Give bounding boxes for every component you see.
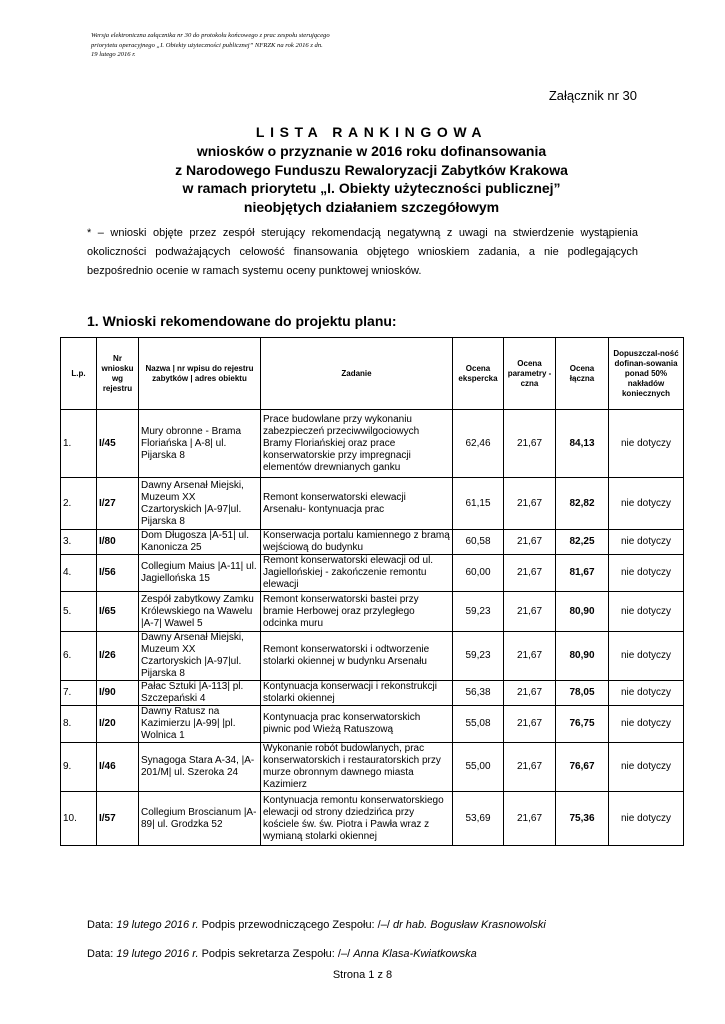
- cell-lp: 6.: [61, 632, 97, 681]
- cell-param-score: 21,67: [504, 530, 556, 555]
- cell-lp: 1.: [61, 410, 97, 478]
- cell-object-name: Dawny Arsenał Miejski, Muzeum XX Czartoryskich |A-97|ul. Pijarska 8: [139, 478, 261, 530]
- cell-task: Kontynuacja prac konserwatorskich piwnic pod Wieżą Ratuszową: [261, 706, 453, 743]
- table-row: [61, 530, 684, 555]
- cell-admissibility: nie dotyczy: [609, 632, 684, 681]
- cell-expert-score: 53,69: [453, 792, 504, 846]
- header-nr: Nr wniosku wg rejestru: [97, 338, 139, 410]
- cell-application-nr: I/80: [97, 530, 139, 555]
- cell-total-score: 84,13: [556, 410, 609, 478]
- cell-total-score: 76,75: [556, 706, 609, 743]
- cell-total-score: 82,25: [556, 530, 609, 555]
- table-row: [61, 706, 684, 743]
- chair-date: 19 lutego 2016 r.: [116, 919, 199, 931]
- cell-object-name: Dawny Ratusz na Kazimierzu |A-99| |pl. Wolnica 1: [139, 706, 261, 743]
- page-number: Strona 1 z 8: [332, 969, 393, 981]
- cell-expert-score: 60,00: [453, 555, 504, 592]
- table-row: [61, 792, 684, 846]
- cell-total-score: 78,05: [556, 681, 609, 706]
- cell-task: Wykonanie robót budowlanych, prac konserwatorskich i restauratorskich przy murze obronnym dawnego miasta Kazimierz: [261, 743, 453, 792]
- cell-total-score: 76,67: [556, 743, 609, 792]
- title-line-1: wniosków o przyznanie w 2016 roku dofinansowania: [196, 143, 547, 159]
- cell-admissibility: nie dotyczy: [609, 530, 684, 555]
- header-note: Wersja elektroniczna załącznika nr 30 do protokołu końcowego z prac zespołu sterującego priorytetu operacyjnego „I. Obiekty użyteczności publicznej” NFRZK na rok 2016 z dn. 19 lutego 2016 r.: [91, 32, 330, 58]
- table-row: [61, 478, 684, 530]
- cell-task: Remont konserwatorski bastei przy bramie Herbowej oraz przyległego odcinka muru: [261, 592, 453, 632]
- cell-total-score: 81,67: [556, 555, 609, 592]
- header-expert-score: Ocena ekspercka: [453, 338, 504, 410]
- title-line-2: z Narodowego Funduszu Rewaloryzacji Zabytków Krakowa: [175, 161, 568, 178]
- cell-object-name: Dom Długosza |A-51| ul. Kanonicza 25: [139, 530, 261, 555]
- cell-total-score: 75,36: [556, 792, 609, 846]
- cell-application-nr: I/26: [97, 632, 139, 681]
- cell-application-nr: I/27: [97, 478, 139, 530]
- chair-date-prefix: Data:: [87, 919, 117, 931]
- cell-expert-score: 56,38: [453, 681, 504, 706]
- cell-task: Prace budowlane przy wykonaniu zabezpieczeń przeciwwilgociowych Bramy Floriańskiej oraz prace konserwatorskie przy impregnacji elementów drewnianych ganku: [261, 410, 453, 478]
- cell-admissibility: nie dotyczy: [609, 706, 684, 743]
- cell-task: Kontynuacja konserwacji i rekonstrukcji stolarki okiennej: [261, 681, 453, 706]
- cell-param-score: 21,67: [504, 632, 556, 681]
- table-header-row: [61, 338, 684, 410]
- cell-object-name: Synagoga Stara A-34, |A-201/M| ul. Szeroka 24: [139, 743, 261, 792]
- header-name: Nazwa | nr wpisu do rejestru zabytków | adres obiektu: [139, 338, 261, 410]
- secretary-date: 19 lutego 2016 r.: [116, 948, 199, 960]
- cell-object-name: Collegium Maius |A-11| ul. Jagiellońska 15: [139, 555, 261, 592]
- header-admissibility: Dopuszczal-ność dofinan-sowania ponad 50% nakładów koniecznych: [609, 338, 684, 410]
- table-row: [61, 632, 684, 681]
- cell-total-score: 80,90: [556, 632, 609, 681]
- table-row: [61, 555, 684, 592]
- cell-admissibility: nie dotyczy: [609, 592, 684, 632]
- cell-param-score: 21,67: [504, 681, 556, 706]
- cell-expert-score: 60,58: [453, 530, 504, 555]
- secretary-signature-text: Podpis sekretarza Zespołu: /–/: [198, 948, 354, 960]
- footnote-explanation: * – wnioski objęte przez zespół sterujący rekomendacją negatywną z uwagi na stwierdzenie wystąpienia okoliczności podważających celowość finansowania objętego wnioskiem zadania, a nie podlegających bezpośrednio ocenie w ramach systemu oceny punktowej wniosków.: [87, 227, 638, 277]
- cell-expert-score: 55,00: [453, 743, 504, 792]
- attachment-label: Załącznik nr 30: [548, 88, 637, 103]
- secretary-signature-line: [87, 948, 477, 960]
- cell-admissibility: nie dotyczy: [609, 555, 684, 592]
- cell-application-nr: I/20: [97, 706, 139, 743]
- cell-admissibility: nie dotyczy: [609, 478, 684, 530]
- table-body: [61, 410, 684, 846]
- cell-task: Remont konserwatorski elewacji od ul. Jagiellońskiej - zakończenie remontu elewacji: [261, 555, 453, 592]
- cell-lp: 10.: [61, 792, 97, 846]
- chair-name: dr hab. Bogusław Krasnowolski: [392, 919, 546, 931]
- header-total-score: Ocena łączna: [556, 338, 609, 410]
- cell-application-nr: I/56: [97, 555, 139, 592]
- header-param-score: Ocena parametry -czna: [504, 338, 556, 410]
- cell-expert-score: 62,46: [453, 410, 504, 478]
- header-lp: L.p.: [61, 338, 97, 410]
- cell-lp: 3.: [61, 530, 97, 555]
- cell-task: Konserwacja portalu kamiennego z bramą wejściową do budynku: [261, 530, 453, 555]
- cell-param-score: 21,67: [504, 410, 556, 478]
- title-line-4: nieobjętych działaniem szczegółowym: [243, 198, 500, 215]
- cell-admissibility: nie dotyczy: [609, 743, 684, 792]
- cell-object-name: Zespół zabytkowy Zamku Królewskiego na Wawelu |A-7| Wawel 5: [139, 592, 261, 632]
- cell-total-score: 80,90: [556, 592, 609, 632]
- cell-param-score: 21,67: [504, 706, 556, 743]
- cell-param-score: 21,67: [504, 592, 556, 632]
- cell-lp: 4.: [61, 555, 97, 592]
- cell-lp: 9.: [61, 743, 97, 792]
- document-title: LISTA RANKINGOWA: [255, 124, 488, 140]
- cell-param-score: 21,67: [504, 555, 556, 592]
- table-row: [61, 743, 684, 792]
- cell-application-nr: I/45: [97, 410, 139, 478]
- cell-admissibility: nie dotyczy: [609, 792, 684, 846]
- header-task: Zadanie: [261, 338, 453, 410]
- cell-application-nr: I/90: [97, 681, 139, 706]
- cell-param-score: 21,67: [504, 792, 556, 846]
- cell-lp: 7.: [61, 681, 97, 706]
- cell-expert-score: 59,23: [453, 632, 504, 681]
- cell-expert-score: 55,08: [453, 706, 504, 743]
- cell-application-nr: I/46: [97, 743, 139, 792]
- cell-expert-score: 59,23: [453, 592, 504, 632]
- cell-param-score: 21,67: [504, 478, 556, 530]
- cell-object-name: Collegium Broscianum |A-89| ul. Grodzka 52: [139, 792, 261, 846]
- section-title: 1. Wnioski rekomendowane do projektu planu:: [87, 313, 397, 329]
- cell-application-nr: I/65: [97, 592, 139, 632]
- chair-signature-line: [87, 919, 546, 931]
- title-block: [60, 122, 683, 216]
- cell-object-name: Pałac Sztuki |A-113| pl. Szczepański 4: [139, 681, 261, 706]
- cell-task: Remont konserwatorski i odtworzenie stolarki okiennej w budynku Arsenału: [261, 632, 453, 681]
- cell-admissibility: nie dotyczy: [609, 410, 684, 478]
- table-row: [61, 592, 684, 632]
- title-line-3: w ramach priorytetu „I. Obiekty użyteczności publicznej”: [182, 180, 561, 196]
- cell-lp: 2.: [61, 478, 97, 530]
- cell-admissibility: nie dotyczy: [609, 681, 684, 706]
- cell-task: Kontynuacja remontu konserwatorskiego elewacji od strony dziedzińca przy kościele św. św. Piotra i Pawła wraz z wymianą stolarki okiennej: [261, 792, 453, 846]
- cell-param-score: 21,67: [504, 743, 556, 792]
- cell-lp: 5.: [61, 592, 97, 632]
- cell-object-name: Mury obronne - Brama Floriańska | A-8| ul. Pijarska 8: [139, 410, 261, 478]
- cell-lp: 8.: [61, 706, 97, 743]
- table-row: [61, 681, 684, 706]
- secretary-name: Anna Klasa-Kwiatkowska: [353, 948, 477, 960]
- ranking-table: [60, 337, 684, 846]
- cell-expert-score: 61,15: [453, 478, 504, 530]
- cell-total-score: 82,82: [556, 478, 609, 530]
- cell-task: Remont konserwatorski elewacji Arsenału- kontynuacja prac: [261, 478, 453, 530]
- cell-object-name: Dawny Arsenał Miejski, Muzeum XX Czartoryskich |A-97|ul. Pijarska 8: [139, 632, 261, 681]
- table-row: [61, 410, 684, 478]
- secretary-date-prefix: Data:: [87, 948, 117, 960]
- chair-signature-text: Podpis przewodniczącego Zespołu: /–/: [198, 919, 393, 931]
- cell-application-nr: I/57: [97, 792, 139, 846]
